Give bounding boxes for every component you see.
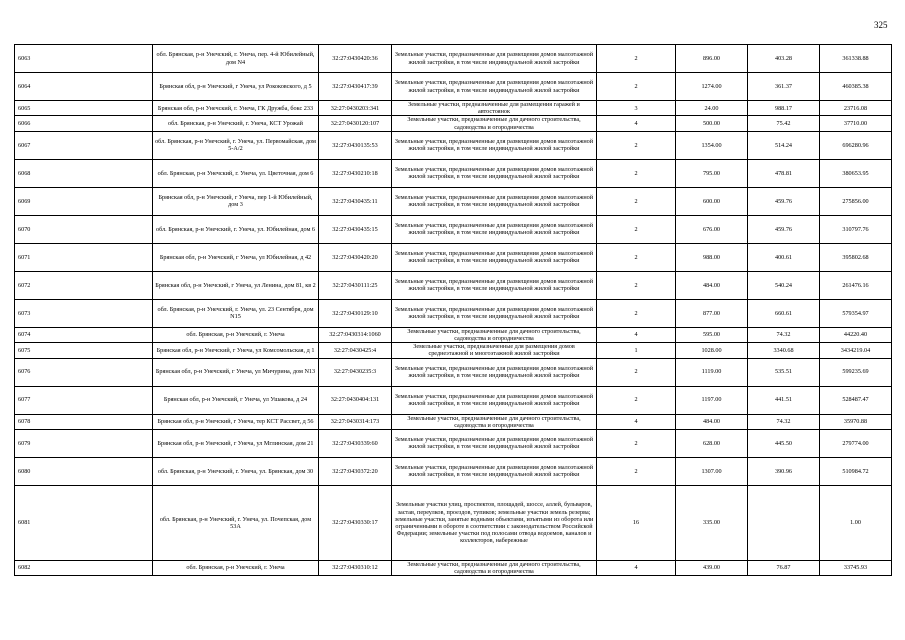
group-number-cell: 4: [597, 414, 676, 429]
specific-value-cell: 514.24: [748, 131, 820, 159]
table-row: [15, 116, 892, 131]
table-row: [15, 101, 892, 116]
row-number: 6078: [15, 414, 153, 429]
group-number-cell: 2: [597, 429, 676, 457]
land-use-cell: Земельные участки, предназначенные для размещения домов малоэтажной жилой застройки, в том числе индивидуальной жилой застройки: [392, 187, 597, 215]
land-use-cell: Земельные участки, предназначенные для размещения домов малоэтажной жилой застройки, в том числе индивидуальной жилой застройки: [392, 215, 597, 243]
row-number: 6079: [15, 429, 153, 457]
cadastral-value-cell: 275856.00: [820, 187, 892, 215]
table-row: [15, 271, 892, 299]
specific-value-cell: 76.87: [748, 560, 820, 575]
address-cell: обл. Брянская, р-н Унечский, г. Унеча, ул. Юбилейная, дом 6: [153, 215, 319, 243]
cadastral-number-cell: 32:27:0430314:1060: [319, 327, 392, 342]
cadastral-number-cell: 32:27:0430420:20: [319, 243, 392, 271]
group-number-cell: 2: [597, 299, 676, 327]
group-number-cell: 2: [597, 187, 676, 215]
land-use-cell: Земельные участки, предназначенные для размещения домов малоэтажной жилой застройки, в том числе индивидуальной жилой застройки: [392, 429, 597, 457]
row-number: 6075: [15, 343, 153, 358]
specific-value-cell: 3340.68: [748, 343, 820, 358]
area-cell: 676.00: [676, 215, 748, 243]
address-cell: обл. Брянская, р-н Унечский, г. Унеча: [153, 327, 319, 342]
land-use-cell: Земельные участки, предназначенные для размещения домов среднеэтажной и многоэтажной жилой застройки: [392, 343, 597, 358]
table-row: [15, 299, 892, 327]
table-row: [15, 131, 892, 159]
area-cell: 1028.00: [676, 343, 748, 358]
address-cell: Брянская обл, р-н Унечский, г Унеча, ул Ленина, дом 81, кв 2: [153, 271, 319, 299]
table-row: [15, 343, 892, 358]
cadastral-number-cell: 32:27:0430135:53: [319, 131, 392, 159]
table-row: [15, 159, 892, 187]
row-number: 6077: [15, 386, 153, 414]
cadastral-number-cell: 32:27:0430372:20: [319, 457, 392, 485]
cadastral-number-cell: 32:27:0430310:12: [319, 560, 392, 575]
row-number: 6068: [15, 159, 153, 187]
cadastral-value-cell: 279774.00: [820, 429, 892, 457]
area-cell: 24.00: [676, 101, 748, 116]
area-cell: 1307.00: [676, 457, 748, 485]
land-use-cell: Земельные участки, предназначенные для размещения домов малоэтажной жилой застройки, в том числе индивидуальной жилой застройки: [392, 45, 597, 73]
specific-value-cell: 459.76: [748, 215, 820, 243]
specific-value-cell: 74.32: [748, 327, 820, 342]
cadastral-number-cell: 32:27:0430203:341: [319, 101, 392, 116]
cadastral-value-cell: 261476.16: [820, 271, 892, 299]
cadastral-number-cell: 32:27:0430129:10: [319, 299, 392, 327]
land-use-cell: Земельные участки, предназначенные для дачного строительства, садоводства и огородничества: [392, 414, 597, 429]
group-number-cell: 4: [597, 560, 676, 575]
area-cell: 1274.00: [676, 73, 748, 101]
cadastral-number-cell: 32:27:0430120:107: [319, 116, 392, 131]
row-number: 6074: [15, 327, 153, 342]
cadastral-value-cell: 380653.95: [820, 159, 892, 187]
group-number-cell: 2: [597, 358, 676, 386]
address-cell: Брянская обл, р-н Унечский, г Унеча, пер 1-й Юбилейный, дом 3: [153, 187, 319, 215]
address-cell: Брянская обл, р-н Унечский, г Унеча, ул Комсомольская, д 1: [153, 343, 319, 358]
area-cell: 484.00: [676, 414, 748, 429]
address-cell: обл. Брянская, р-н Унечский, г. Унеча, КСТ Урожай: [153, 116, 319, 131]
area-cell: 1119.00: [676, 358, 748, 386]
area-cell: 896.00: [676, 45, 748, 73]
cadastral-value-cell: 696280.96: [820, 131, 892, 159]
table-row: [15, 485, 892, 560]
table-row: [15, 327, 892, 342]
cadastral-value-cell: 528487.47: [820, 386, 892, 414]
specific-value-cell: 74.32: [748, 414, 820, 429]
cadastral-number-cell: 32:27:0430425:4: [319, 343, 392, 358]
table-row: [15, 429, 892, 457]
specific-value-cell: 390.96: [748, 457, 820, 485]
specific-value-cell: 459.76: [748, 187, 820, 215]
specific-value-cell: 75.42: [748, 116, 820, 131]
area-cell: 1197.00: [676, 386, 748, 414]
cadastral-value-cell: 1.00: [820, 485, 892, 560]
area-cell: 795.00: [676, 159, 748, 187]
cadastral-number-cell: 32:27:0430435:11: [319, 187, 392, 215]
specific-value-cell: 660.61: [748, 299, 820, 327]
area-cell: 877.00: [676, 299, 748, 327]
row-number: 6069: [15, 187, 153, 215]
table-row: [15, 243, 892, 271]
cadastral-number-cell: 32:27:0430417:39: [319, 73, 392, 101]
table-row: [15, 215, 892, 243]
address-cell: Брянская обл, р-н Унечский, г Унеча, тер КСТ Рассвет, д 56: [153, 414, 319, 429]
address-cell: обл. Брянская, р-н Унечский, г. Унеча, ул. Цветочная, дом 6: [153, 159, 319, 187]
table-row: [15, 187, 892, 215]
cadastral-value-cell: 395802.68: [820, 243, 892, 271]
cadastral-value-cell: 310797.76: [820, 215, 892, 243]
cadastral-value-cell: 44220.40: [820, 327, 892, 342]
address-cell: обл. Брянская, р-н Унечский, г. Унеча: [153, 560, 319, 575]
land-use-cell: Земельные участки, предназначенные для размещения домов малоэтажной жилой застройки, в том числе индивидуальной жилой застройки: [392, 131, 597, 159]
land-use-cell: Земельные участки, предназначенные для размещения домов малоэтажной жилой застройки, в том числе индивидуальной жилой застройки: [392, 386, 597, 414]
specific-value-cell: 988.17: [748, 101, 820, 116]
address-cell: Брянская обл, р-н Унечский, г Унеча, ул Ушакова, д 24: [153, 386, 319, 414]
row-number: 6064: [15, 73, 153, 101]
cadastral-number-cell: 32:27:0430210:18: [319, 159, 392, 187]
land-use-cell: Земельные участки, предназначенные для размещения домов малоэтажной жилой застройки, в том числе индивидуальной жилой застройки: [392, 271, 597, 299]
land-use-cell: Земельные участки улиц, проспектов, площадей, шоссе, аллей, бульваров, застав, переулков, проездов, тупиков; земельные участки земель резерва; земельные участки, занятые водными объектами, изъятыми из оборота или ограниченными в обороте в соответствии с законодательством Российской Федерации; земельные участки под полосами отвода водоемов, каналов и коллекторов, набережные: [392, 485, 597, 560]
row-number: 6066: [15, 116, 153, 131]
cadastral-value-cell: 37710.00: [820, 116, 892, 131]
cadastral-number-cell: 32:27:0430435:15: [319, 215, 392, 243]
address-cell: Брянская обл, р-н Унечский, г. Унеча, ГК Дружба, бокс 233: [153, 101, 319, 116]
land-use-cell: Земельные участки, предназначенные для размещения домов малоэтажной жилой застройки, в том числе индивидуальной жилой застройки: [392, 299, 597, 327]
cadastral-value-table: [14, 44, 892, 576]
specific-value-cell: 445.50: [748, 429, 820, 457]
page-number: 325: [874, 20, 888, 30]
area-cell: 439.00: [676, 560, 748, 575]
group-number-cell: 2: [597, 73, 676, 101]
cadastral-number-cell: 32:27:0430314:173: [319, 414, 392, 429]
address-cell: Брянская обл, р-н Унечский, г Унеча, ул Мичурина, дом N13: [153, 358, 319, 386]
cadastral-value-cell: 579354.97: [820, 299, 892, 327]
row-number: 6081: [15, 485, 153, 560]
cadastral-number-cell: 32:27:0430235:3: [319, 358, 392, 386]
area-cell: 600.00: [676, 187, 748, 215]
group-number-cell: 4: [597, 327, 676, 342]
cadastral-number-cell: 32:27:0430111:25: [319, 271, 392, 299]
land-use-cell: Земельные участки, предназначенные для размещения домов малоэтажной жилой застройки, в том числе индивидуальной жилой застройки: [392, 457, 597, 485]
land-use-cell: Земельные участки, предназначенные для размещения гаражей и автостоянок: [392, 101, 597, 116]
address-cell: Брянская обл, р-н Унечский, г Унеча, ул Рококовского, д 5: [153, 73, 319, 101]
address-cell: Брянская обл, р-н Унечский, г Унеча, ул Мглинская, дом 21: [153, 429, 319, 457]
table-row: [15, 358, 892, 386]
area-cell: 500.00: [676, 116, 748, 131]
cadastral-value-cell: 3434219.04: [820, 343, 892, 358]
row-number: 6073: [15, 299, 153, 327]
address-cell: обл. Брянская, р-н Унечский, г. Унеча, ул. Первомайская, дом 5-А/2: [153, 131, 319, 159]
land-use-cell: Земельные участки, предназначенные для размещения домов малоэтажной жилой застройки, в том числе индивидуальной жилой застройки: [392, 73, 597, 101]
table-row: [15, 457, 892, 485]
group-number-cell: 1: [597, 343, 676, 358]
row-number: 6080: [15, 457, 153, 485]
specific-value-cell: 478.81: [748, 159, 820, 187]
row-number: 6076: [15, 358, 153, 386]
land-use-cell: Земельные участки, предназначенные для размещения домов малоэтажной жилой застройки, в том числе индивидуальной жилой застройки: [392, 358, 597, 386]
specific-value-cell: [748, 485, 820, 560]
group-number-cell: 4: [597, 116, 676, 131]
address-cell: обл. Брянская, р-н Унечский, г. Унеча, пер. 4-й Юбилейный, дом N4: [153, 45, 319, 73]
specific-value-cell: 403.28: [748, 45, 820, 73]
specific-value-cell: 535.51: [748, 358, 820, 386]
cadastral-value-cell: 35970.88: [820, 414, 892, 429]
area-cell: 595.00: [676, 327, 748, 342]
area-cell: 484.00: [676, 271, 748, 299]
land-use-cell: Земельные участки, предназначенные для дачного строительства, садоводства и огородничества: [392, 327, 597, 342]
table-row: [15, 560, 892, 575]
cadastral-number-cell: 32:27:0430330:17: [319, 485, 392, 560]
cadastral-value-cell: 361338.88: [820, 45, 892, 73]
cadastral-number-cell: 32:27:0430404:131: [319, 386, 392, 414]
specific-value-cell: 540.24: [748, 271, 820, 299]
group-number-cell: 2: [597, 215, 676, 243]
cadastral-value-cell: 599235.69: [820, 358, 892, 386]
cadastral-number-cell: 32:27:0430339:60: [319, 429, 392, 457]
area-cell: 628.00: [676, 429, 748, 457]
table-row: [15, 73, 892, 101]
specific-value-cell: 400.61: [748, 243, 820, 271]
group-number-cell: 3: [597, 101, 676, 116]
specific-value-cell: 441.51: [748, 386, 820, 414]
area-cell: 335.00: [676, 485, 748, 560]
group-number-cell: 2: [597, 386, 676, 414]
area-cell: 988.00: [676, 243, 748, 271]
row-number: 6063: [15, 45, 153, 73]
land-use-cell: Земельные участки, предназначенные для дачного строительства, садоводства и огородничества: [392, 116, 597, 131]
land-use-cell: Земельные участки, предназначенные для размещения домов малоэтажной жилой застройки, в том числе индивидуальной жилой застройки: [392, 243, 597, 271]
table-row: [15, 414, 892, 429]
cadastral-value-cell: 510984.72: [820, 457, 892, 485]
cadastral-number-cell: 32:27:0430420:36: [319, 45, 392, 73]
address-cell: обл. Брянская, р-н Унечский, г. Унеча, ул. 23 Сентября, дом N15: [153, 299, 319, 327]
area-cell: 1354.00: [676, 131, 748, 159]
group-number-cell: 2: [597, 243, 676, 271]
land-use-cell: Земельные участки, предназначенные для размещения домов малоэтажной жилой застройки, в том числе индивидуальной жилой застройки: [392, 159, 597, 187]
table-row: [15, 386, 892, 414]
row-number: 6071: [15, 243, 153, 271]
table-row: [15, 45, 892, 73]
group-number-cell: 2: [597, 45, 676, 73]
group-number-cell: 16: [597, 485, 676, 560]
group-number-cell: 2: [597, 457, 676, 485]
row-number: 6065: [15, 101, 153, 116]
address-cell: обл. Брянская, р-н Унечский, г. Унеча, ул. Брянская, дом 30: [153, 457, 319, 485]
land-use-cell: Земельные участки, предназначенные для дачного строительства, садоводства и огородничества: [392, 560, 597, 575]
cadastral-value-cell: 460385.38: [820, 73, 892, 101]
cadastral-value-cell: 23716.08: [820, 101, 892, 116]
row-number: 6070: [15, 215, 153, 243]
row-number: 6067: [15, 131, 153, 159]
specific-value-cell: 361.37: [748, 73, 820, 101]
group-number-cell: 2: [597, 131, 676, 159]
address-cell: Брянская обл, р-н Унечский, г Унеча, ул Юбилейная, д 42: [153, 243, 319, 271]
row-number: 6072: [15, 271, 153, 299]
row-number: 6082: [15, 560, 153, 575]
cadastral-value-cell: 33745.93: [820, 560, 892, 575]
group-number-cell: 2: [597, 159, 676, 187]
address-cell: обл. Брянская, р-н Унечский, г. Унеча, ул. Почепская, дом 53А: [153, 485, 319, 560]
group-number-cell: 2: [597, 271, 676, 299]
